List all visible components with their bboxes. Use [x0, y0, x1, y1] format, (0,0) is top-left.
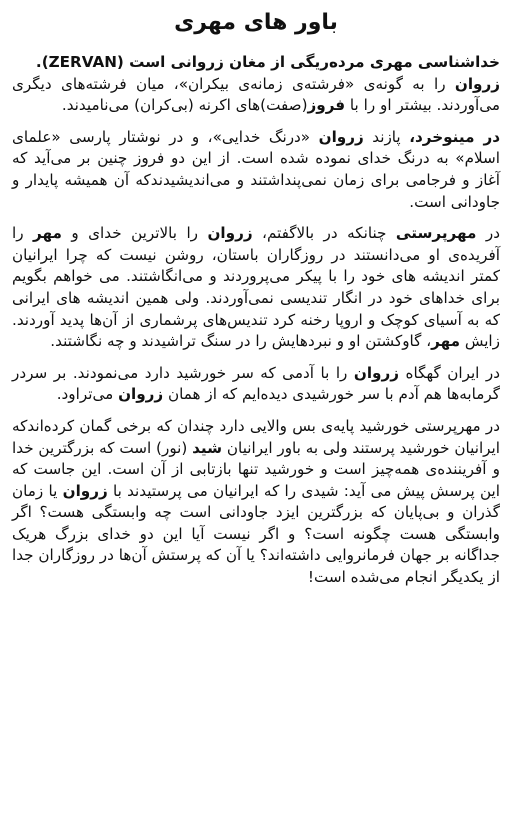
p3-text-2: را بالاترین خدای و: [61, 224, 208, 243]
p2-zervan: زروان: [318, 127, 364, 146]
paragraph-3: [12, 223, 500, 353]
paragraph-1: [12, 52, 500, 117]
paragraph-5: [12, 416, 500, 589]
p2-text-2: «درنگ خدایی»، و در نوشتار پارسی «علمای اسلام» به درنگ خدای نموده شده است. از این دو فروز چنین بر می‌آید که آغاز و فرجامی برای زمان نمی‌پنداشتند و می‌اندیشیدندکه آن همیشه پایدار و جاودانی است.: [12, 127, 500, 211]
p1-farooz: فروز: [307, 96, 346, 115]
p5-text-2: یا زمان گذران و بی‌پایان که بزرگترین ایزد جاودانی است چه وابستگی هست؟ اگر وابستگی هست چگونه است؟ و اگر نیست آیا این دو خدای بزرگ هریک جداگانه بر جهان فرمانروایی داشته‌اند؟ یا آن که پرستش آن‌ها در روزگاران جدا از یکدیگر انجام می‌شده است!: [11, 481, 500, 587]
p4-text-2: می‌تراود.: [56, 385, 119, 404]
p5-zervan: زروان: [62, 481, 108, 500]
p3-mehr-2: مهر: [431, 332, 461, 351]
p3-text-0: در: [476, 224, 500, 243]
page-title: باور های مهری: [174, 10, 338, 35]
p3-text-1: چنانکه در بالاگفتم،: [252, 224, 396, 243]
p1-text-1: را به گونه‌ی «فرشته‌ی زمانه‌ی بیکران»، میان فرشته‌های دیگری می‌آوردند. بیشتر او را با: [12, 74, 500, 115]
p1-lead: خداشناسی مهری مرده‌ریگی از مغان زروانی است (ZERVAN).: [35, 53, 500, 71]
p4-text-0: در ایران گهگاه: [398, 363, 500, 382]
p4-zervan-2: زروان: [118, 385, 164, 404]
p2-text-1: پازند: [363, 127, 410, 146]
p3-text-3: را آفریده‌ی او می‌دانستند در روزگاران باستان، روشن نیست که چرا ایرانیان کمتر اندیشه های خود را با پیکر می‌پروردند و می‌انگاشتند. می خواهم بگویم برای خداهای خود در انگار تندیسی نمی‌آوردند. ولی همین اندیشه های ایرانی که به آسیای کوچک و اروپا رخنه کرد تندیس‌های پرشماری از آن‌ها پدید آوردند. زایش: [12, 224, 500, 351]
p5-text-0: در مهرپرستی خورشید پایه‌ی بس والایی دارد چندان که برخی گمان کرده‌اندکه ایرانیان خورشید پرستند ولی به باور ایرانیان: [12, 416, 500, 457]
p5-text-1: (نور) است که بزرگترین خدا و آفریننده‌ی همه‌چیز است و خورشید تنها بازتابی از آن است. این جاست که این پرسش پیش می آید: شیدی را که ایرانیان می پرستیدند با: [12, 438, 500, 500]
p3-zervan: زروان: [207, 224, 253, 243]
p2-minokhrad: در مینوخرد،: [409, 127, 500, 146]
p3-mehrparasti: مهرپرستی: [395, 224, 477, 243]
p4-text-1: را با آدمی که سر خورشید دارد می‌نمودند. بر سردر گرمابه‌ها هم آدم با سر خورشیدی دیده‌ایم که از همان: [12, 363, 500, 404]
paragraph-2: [12, 127, 500, 213]
p1-text-2: (صفت)های اکرنه (بی‌کران) می‌نامیدند.: [61, 96, 308, 115]
p1-zervan: زروان: [454, 74, 500, 93]
paragraph-4: [12, 363, 500, 406]
p4-zervan: زروان: [353, 363, 399, 382]
p3-text-4: ، گاوکشتن او و نبردهایش را در سنگ تراشیدند و چه نگاشتند.: [50, 332, 432, 351]
p5-shid: شید: [192, 438, 223, 457]
p3-mehr: مهر: [33, 224, 62, 243]
